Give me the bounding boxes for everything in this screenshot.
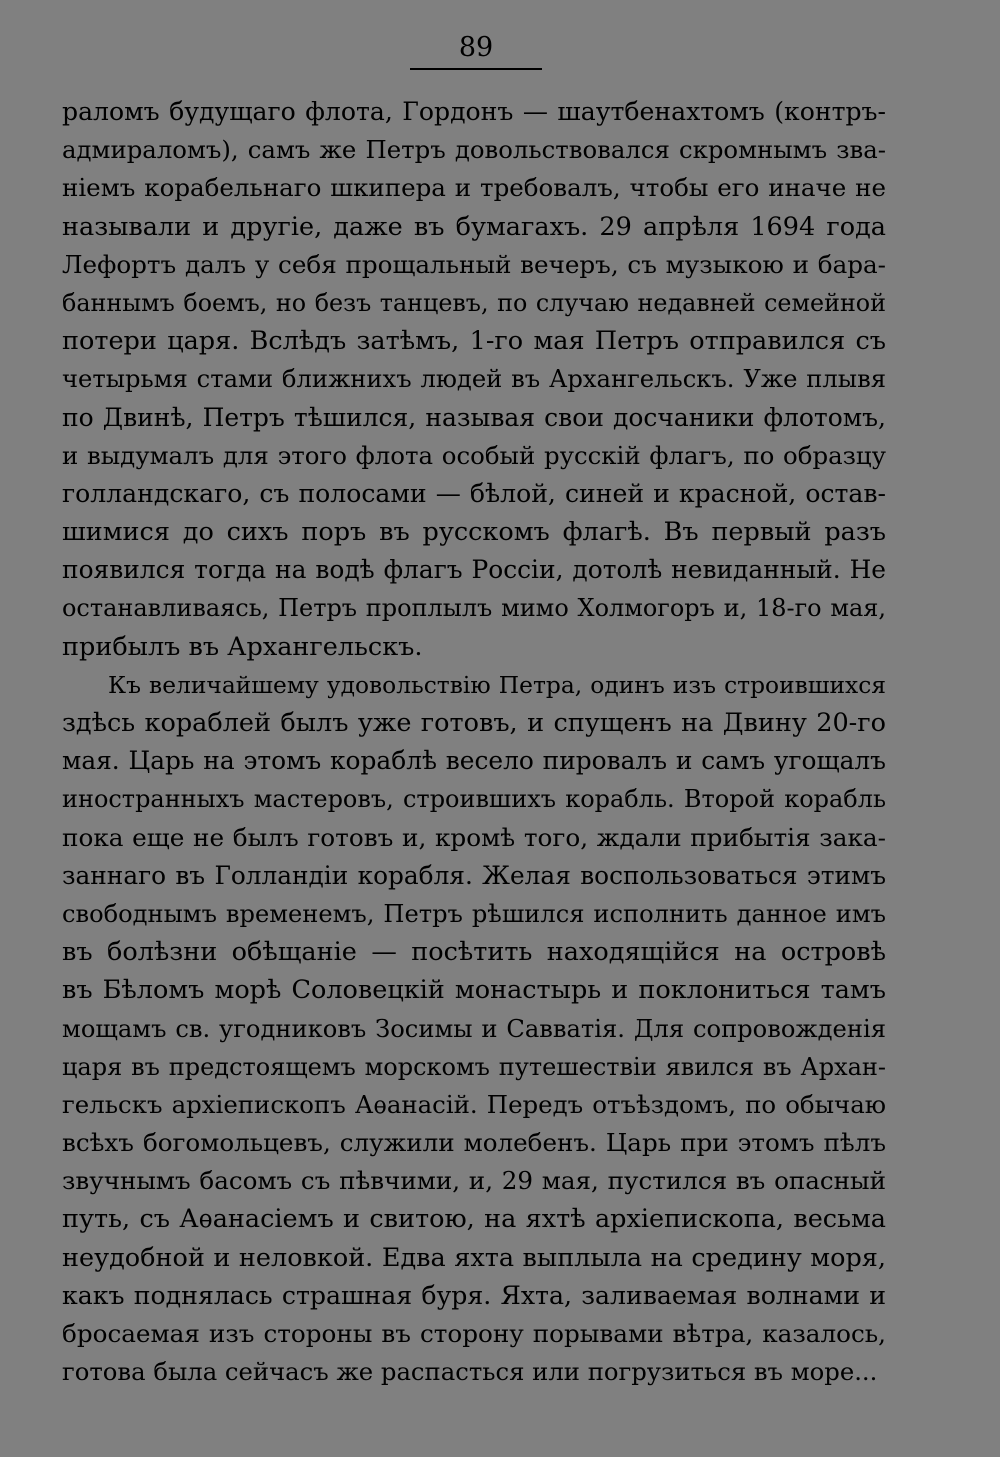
text-line: прибылъ въ Архангельскъ. xyxy=(62,631,423,662)
text-line: бросаемая изъ стороны въ сторону порывами вѣтра, казалось, xyxy=(62,1319,886,1348)
text-line: мая. Царь на этомъ кораблѣ весело пировалъ и самъ угощалъ xyxy=(62,746,886,776)
text-line: царя въ предстоящемъ морскомъ путешествіи явился въ Архан- xyxy=(62,1052,886,1081)
page-number-rule xyxy=(410,68,542,70)
text-line: здѣсь кораблей былъ уже готовъ, и спущенъ на Двину 20-го xyxy=(62,708,886,738)
text-line: останавливаясь, Петръ проплылъ мимо Холмогоръ и, 18-го мая, xyxy=(62,594,886,623)
text-line: всѣхъ богомольцевъ, служили молебенъ. Царь при этомъ пѣлъ xyxy=(62,1128,886,1158)
page-number: 89 xyxy=(458,32,494,63)
text-line: путь, съ Аѳанасіемъ и свитою, на яхтѣ архіепископа, весьма xyxy=(62,1204,886,1235)
text-line: ніемъ корабельнаго шкипера и требовалъ, чтобы его иначе не xyxy=(62,173,886,203)
text-line: иностранныхъ мастеровъ, строившихъ корабль. Второй корабль xyxy=(62,785,886,814)
text-line: потери царя. Вслѣдъ затѣмъ, 1-го мая Петръ отправился съ xyxy=(62,326,886,357)
text-line: въ болѣзни обѣщаніе — посѣтить находящійся на островѣ xyxy=(62,937,886,968)
body-text xyxy=(62,93,886,1391)
text-line: гельскъ архіепископъ Аѳанасій. Передъ отъѣздомъ, по обычаю xyxy=(62,1089,886,1119)
text-line: пока еще не былъ готовъ и, кромѣ того, ждали прибытія зака- xyxy=(62,822,886,852)
text-line: голландскаго, съ полосами — бѣлой, синей и красной, остав- xyxy=(62,478,886,508)
text-line: баннымъ боемъ, но безъ танцевъ, по случаю недавней семейной xyxy=(62,288,886,317)
text-line: звучнымъ басомъ съ пѣвчими, и, 29 мая, пустился въ опасный xyxy=(62,1166,886,1196)
text-line: и выдумалъ для этого флота особый русскій флагъ, по образцу xyxy=(62,440,886,470)
text-line: мощамъ св. угодниковъ Зосимы и Савватія. Для сопровожденія xyxy=(62,1014,886,1043)
text-line: четырьмя стами ближнихъ людей въ Архангельскъ. Уже плывя xyxy=(62,365,886,394)
text-line: заннаго въ Голландіи корабля. Желая воспользоваться этимъ xyxy=(62,860,886,890)
text-line: Къ величайшему удовольствію Петра, одинъ изъ строившихся xyxy=(108,670,886,699)
text-line: неудобной и неловкой. Едва яхта выплыла на средину моря, xyxy=(62,1242,886,1273)
text-line: готова была сейчасъ же распасться или погрузиться въ море... xyxy=(62,1357,878,1387)
text-line: какъ поднялась страшная буря. Яхта, заливаемая волнами и xyxy=(62,1280,886,1310)
text-line: въ Бѣломъ морѣ Соловецкій монастырь и поклониться тамъ xyxy=(62,975,886,1006)
text-line: свободнымъ временемъ, Петръ рѣшился исполнить данное имъ xyxy=(62,899,886,928)
paragraph-1 xyxy=(62,93,886,666)
text-line: по Двинѣ, Петръ тѣшился, называя свои досчаники флотомъ, xyxy=(62,402,886,432)
text-line: адмираломъ), самъ же Петръ довольствовался скромнымъ зва- xyxy=(62,135,886,165)
text-line: появился тогда на водѣ флагъ Россіи, дотолѣ невиданный. Не xyxy=(62,555,886,585)
paragraph-2 xyxy=(62,666,886,1392)
text-line: называли и другіе, даже въ бумагахъ. 29 апрѣля 1694 года xyxy=(62,211,886,242)
text-line: раломъ будущаго флота, Гордонъ — шаутбенахтомъ (контръ- xyxy=(62,97,886,126)
text-line: шимися до сихъ поръ въ русскомъ флагѣ. Въ первый разъ xyxy=(62,517,886,548)
text-line: Лефортъ далъ у себя прощальный вечеръ, съ музыкою и бара- xyxy=(62,249,886,279)
